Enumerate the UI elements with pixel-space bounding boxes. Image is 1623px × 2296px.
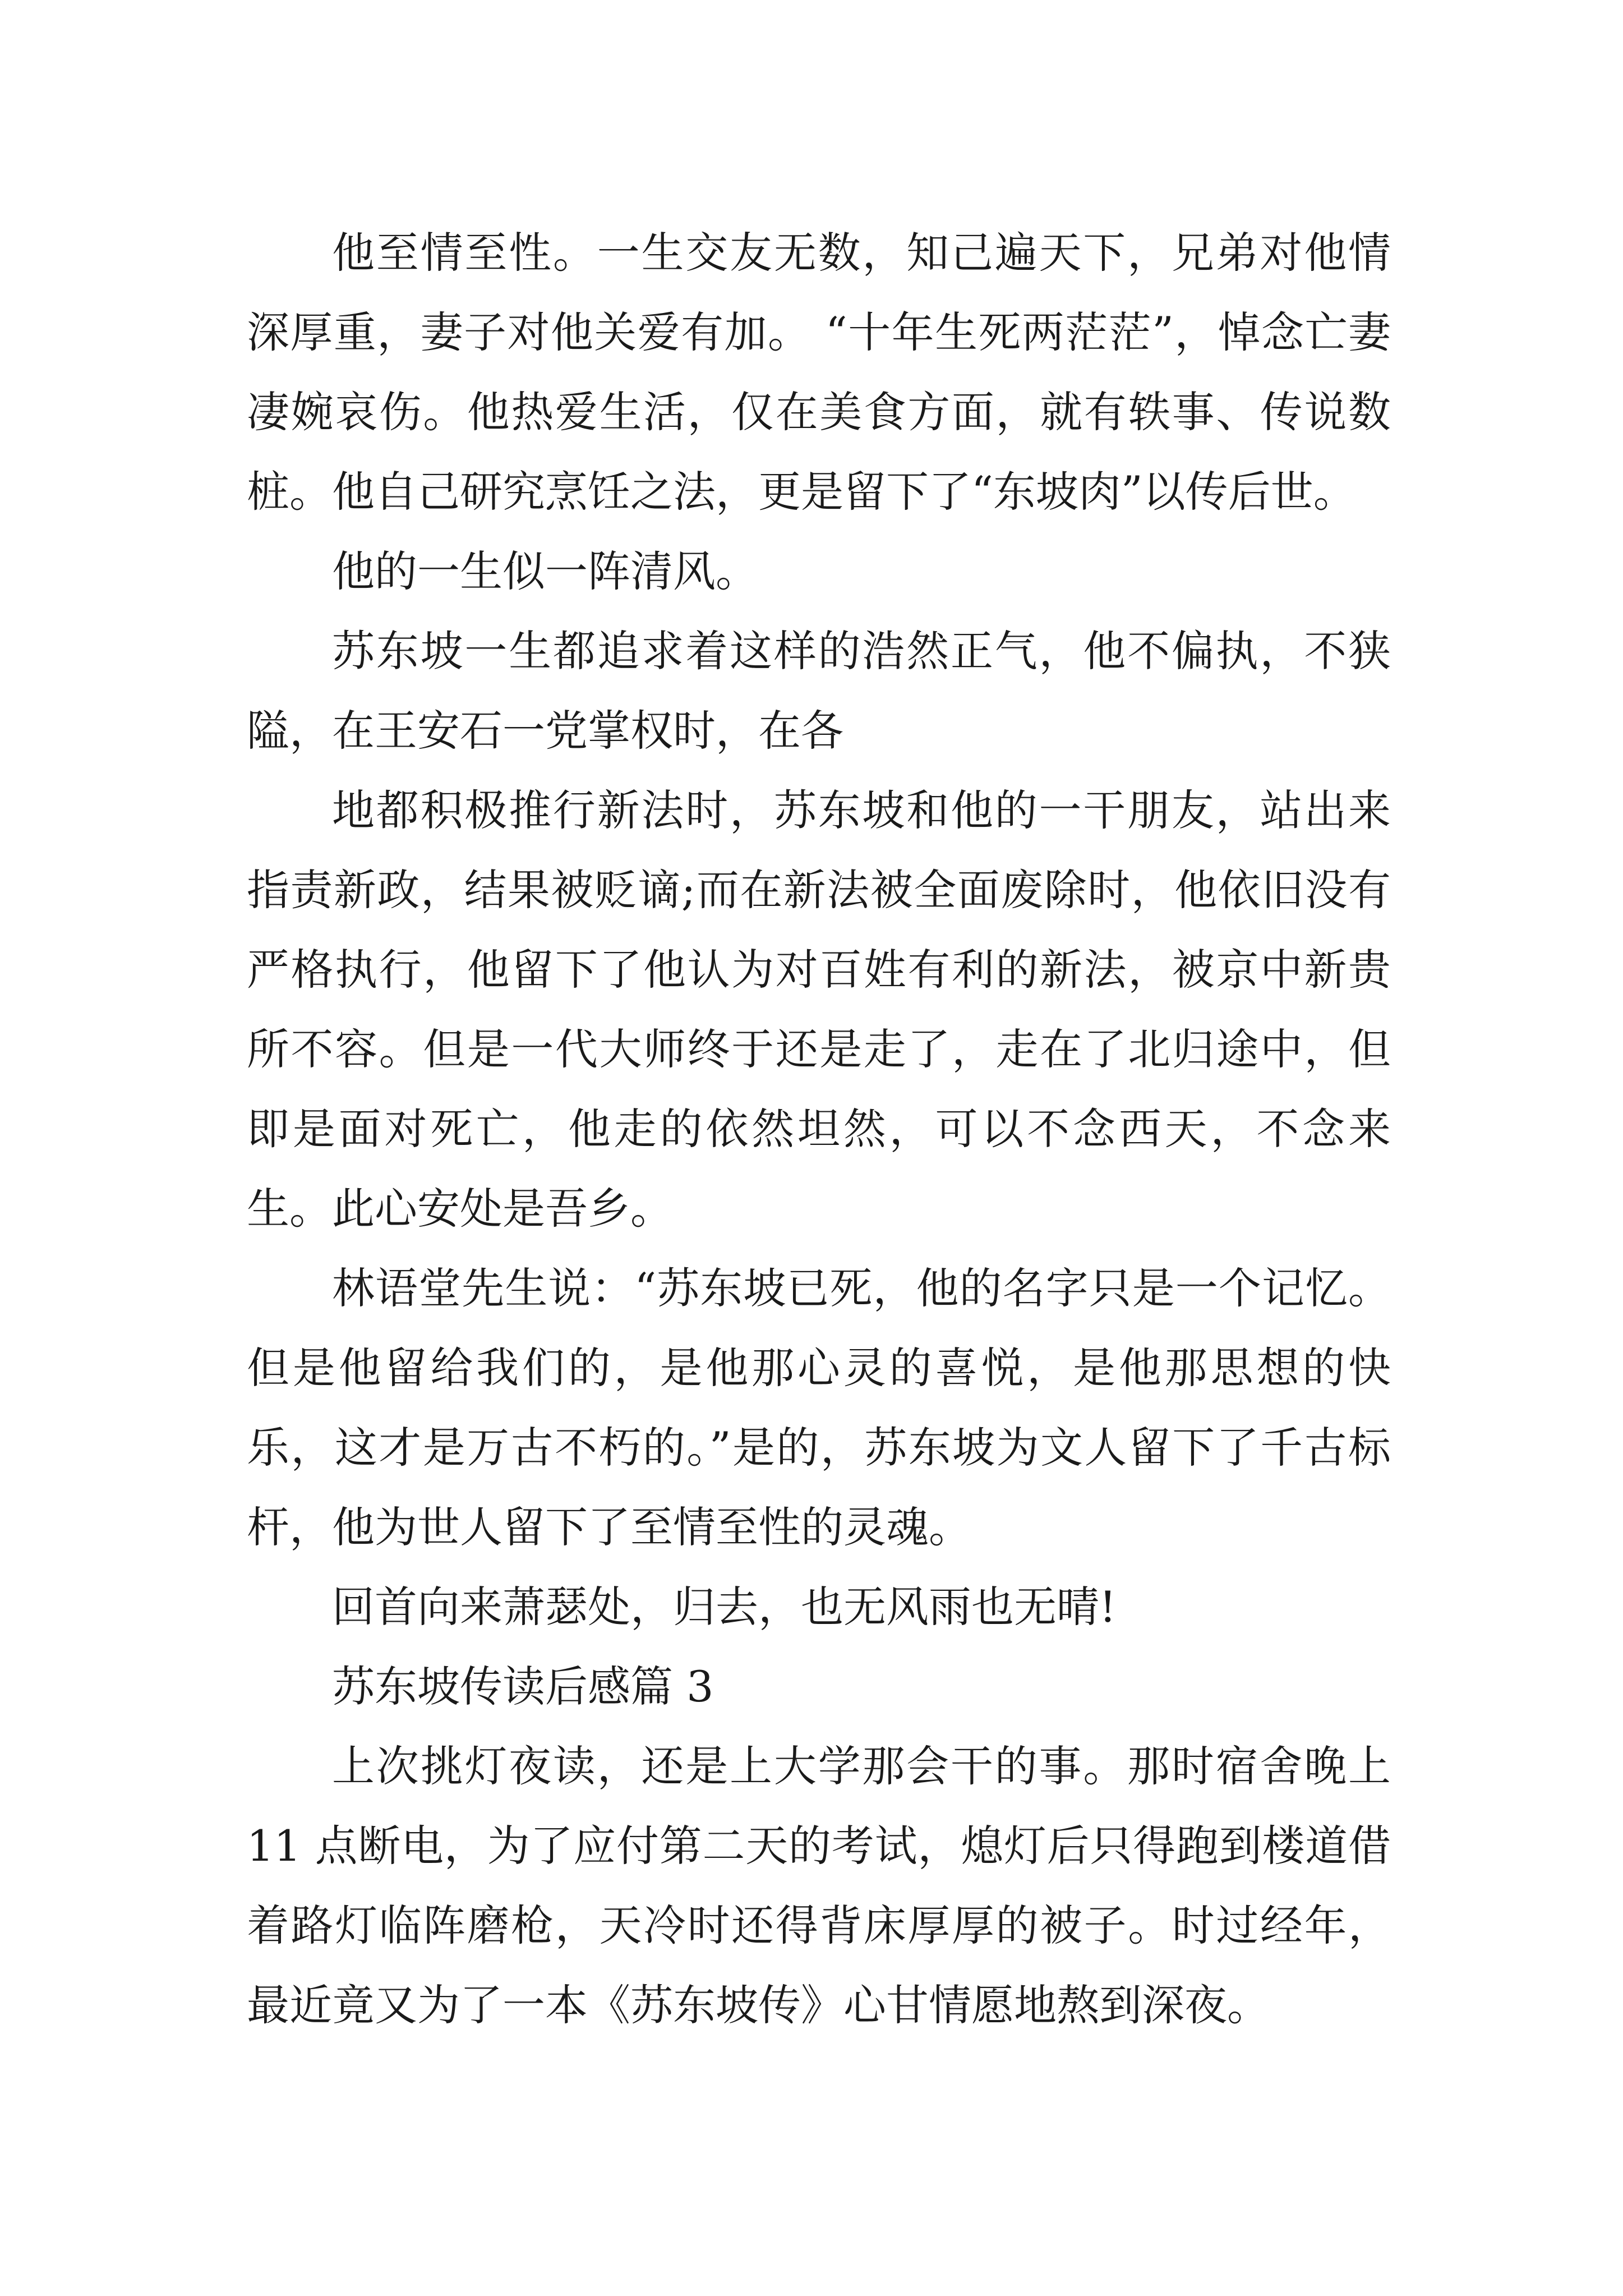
paragraph: 他的一生似一阵清风。	[332, 546, 758, 596]
paragraph: 林语堂先生说：“苏东坡已死，他的名字只是一个记忆。但是他留给我们的，是他那心灵的喜悦，是他那思想的快乐，这才是万古不朽的。”是的，苏东坡为文人留下了千古标杆，他为世人留下了至情至性的灵魂。	[247, 1263, 1391, 1552]
paragraph: 回首向来萧瑟处，归去，也无风雨也无晴!	[332, 1582, 1117, 1632]
paragraph: 他至情至性。一生交友无数，知己遍天下，兄弟对他情深厚重，妻子对他关爱有加。 “十年生死两茫茫”，悼念亡妻凄婉哀伤。他热爱生活，仅在美食方面，就有轶事、传说数桩。他自己研究烹饪之法，更是留下了“东坡肉”以传后世。	[247, 228, 1391, 517]
paragraph: 上次挑灯夜读，还是上大学那会干的事。那时宿舍晚上 11 点断电，为了应付第二天的考试，熄灯后只得跑到楼道借着路灯临阵磨枪，天冷时还得背床厚厚的被子。时过经年，最近竟又为了一本《苏东坡传》心甘情愿地熬到深夜。	[247, 1741, 1391, 2030]
paragraph: 苏东坡一生都追求着这样的浩然正气，他不偏执，不狭隘，在王安石一党掌权时，在各	[247, 626, 1391, 756]
paragraph: 地都积极推行新法时，苏东坡和他的一干朋友，站出来指责新政，结果被贬谪;而在新法被全面废除时，他依旧没有严格执行，他留下了他认为对百姓有利的新法，被京中新贵所不容。但是一代大师终于还是走了，走在了北归途中，但即是面对死亡，他走的依然坦然，可以不念西天，不念来生。此心安处是吾乡。	[247, 785, 1391, 1234]
section-heading: 苏东坡传读后感篇 3	[332, 1662, 714, 1711]
document-body	[247, 213, 1391, 2045]
